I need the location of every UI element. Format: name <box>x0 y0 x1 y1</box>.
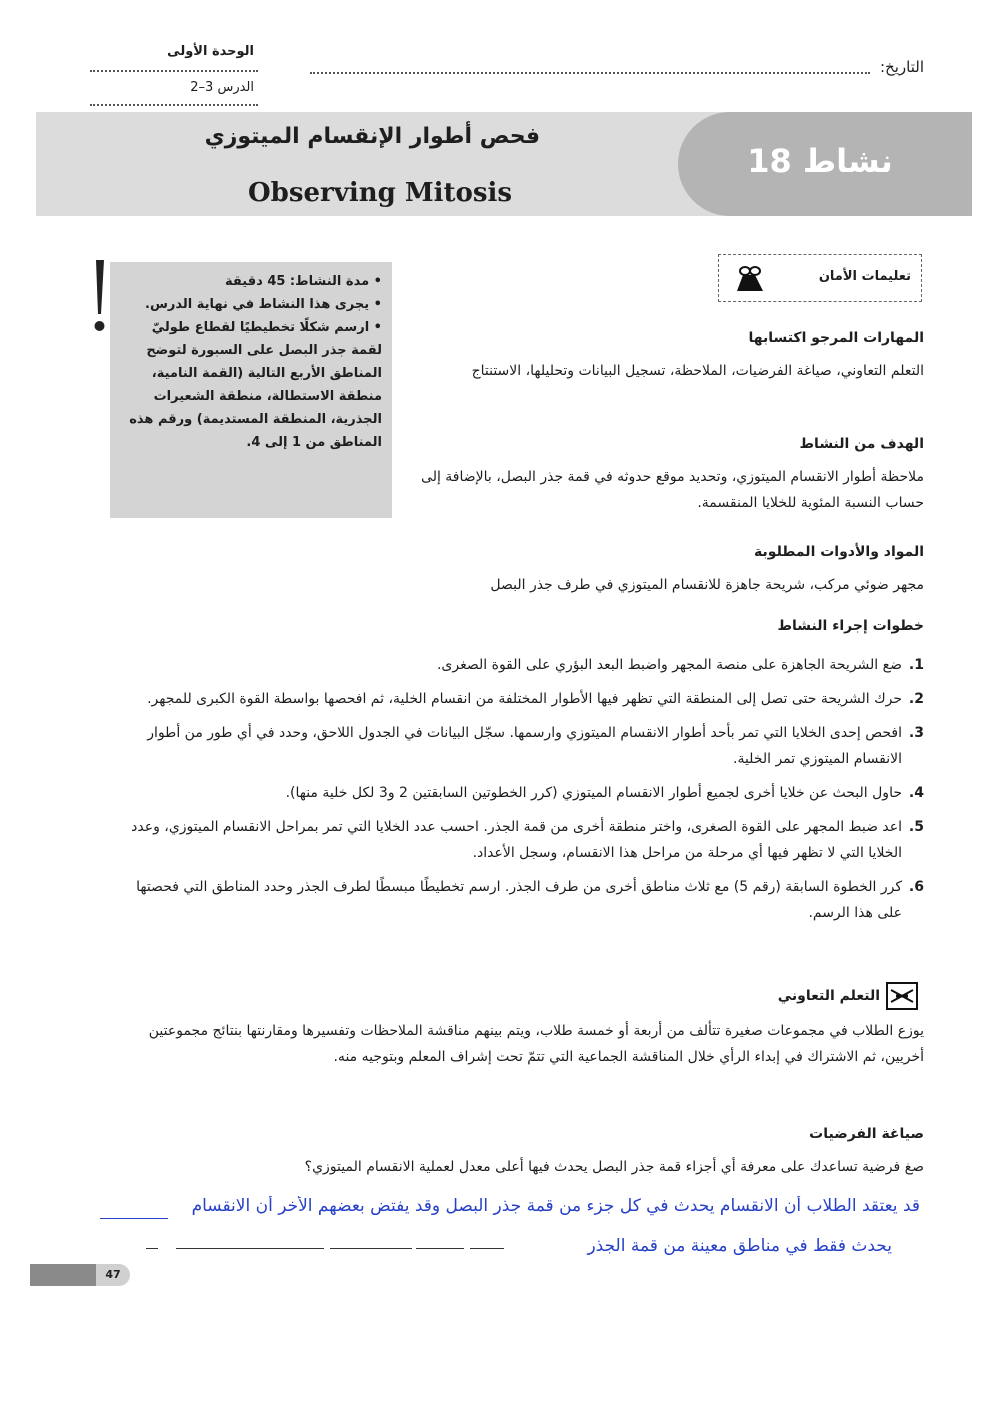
notes-item: • يجرى هذا النشاط في نهاية الدرس. <box>120 293 382 316</box>
handshake-icon <box>886 982 918 1010</box>
cooperative-heading: التعلم التعاوني <box>777 988 880 1004</box>
footer-bar <box>30 1264 96 1286</box>
step-text: كرر الخطوة السابقة (رقم 5) مع ثلاث مناطق أخرى من طرف الجذر. ارسم تخطيطًا مبسطًا لطرف الجذر وحدد المناطق التي فحصتها على هذا الرسم. <box>136 879 902 921</box>
procedure-steps <box>110 652 924 934</box>
unit-divider <box>90 70 258 72</box>
step-number: 2. <box>908 691 924 707</box>
materials-text: مجهر ضوئي مركب، شريحة جاهزة للانقسام الميتوزي في طرف جذر البصل <box>490 577 924 593</box>
hypothesis-answer-line2: يحدث فقط في مناطق معينة من قمة الجذر <box>587 1236 892 1256</box>
step-number: 6. <box>908 879 924 895</box>
answer-line-segment <box>416 1248 464 1249</box>
step-text: حرك الشريحة حتى تصل إلى المنطقة التي تظهر فيها الأطوار المختلفة من انقسام الخلية، ثم افحصها بواسطة القوة الكبرى للمجهر. <box>147 691 902 707</box>
page-title-english: Observing Mitosis <box>248 178 512 208</box>
procedure-step <box>110 686 924 712</box>
procedure-heading: خطوات إجراء النشاط <box>777 618 924 634</box>
procedure-step <box>110 720 924 772</box>
step-text: حاول البحث عن خلايا أخرى لجميع أطوار الانقسام الميتوزي (كرر الخطوتين السابقتين 2 و3 لكل خلية منها). <box>285 785 902 801</box>
step-text: افحص إحدى الخلايا التي تمر بأحد أطوار الانقسام الميتوزي وارسمها. سجّل البيانات في الجدول اللاحق، وحدد في أي طور من أطوار الانقسام الميتوزي تمر الخلية. <box>147 725 902 767</box>
step-number: 4. <box>908 785 924 801</box>
materials-heading: المواد والأدوات المطلوبة <box>754 544 924 560</box>
goal-text: ملاحظة أطوار الانقسام الميتوزي، وتحديد موقع حدوثه في قمة جذر البصل، بالإضافة إلى حساب النسبة المئوية للخلايا المنقسمة. <box>421 469 924 511</box>
procedure-step <box>110 874 924 926</box>
lesson-label: الدرس 3–2 <box>190 80 254 95</box>
answer-line-segment <box>330 1248 412 1249</box>
page-number: 47 <box>96 1264 130 1286</box>
answer-underline <box>100 1218 168 1219</box>
notes-item: • مدة النشاط: 45 دقيقة <box>120 270 382 293</box>
activity-number: نشاط 18 <box>747 142 893 180</box>
date-label: التاريخ: <box>880 58 924 76</box>
lesson-divider <box>90 104 258 106</box>
skills-text: التعلم التعاوني، صياغة الفرضيات، الملاحظة، تسجيل البيانات وتحليلها، الاستنتاج <box>471 363 924 379</box>
hypothesis-question: صغ فرضية تساعدك على معرفة أي أجزاء قمة جذر البصل يحدث فيها أعلى معدل لعملية الانقسام الميتوزي؟ <box>304 1159 924 1175</box>
hypothesis-answer-line1: قد يعتقد الطلاب أن الانقسام يحدث في كل جزء من قمة جذر البصل وقد يفتض بعضهم الأخر أن الانقسام <box>191 1196 920 1216</box>
cooperative-text: يوزع الطلاب في مجموعات صغيرة تتألف من أربعة أو خمسة طلاب، ويتم بينهم مناقشة الملاحظات وتفسيرها ومقارنتها بنتائج مجموعتين أخريين، ثم الاشتراك في إبداء الرأي خلال المناقشة الجماعية التي تتمّ تحت إشراف المعلم وبتوجيه منه. <box>148 1023 924 1065</box>
answer-line-segment <box>146 1248 158 1249</box>
exclamation-icon <box>88 258 110 338</box>
step-text: ضع الشريحة الجاهزة على منصة المجهر واضبط البعد البؤري على القوة الصغرى. <box>436 657 902 673</box>
safety-label: تعليمات الأمان <box>818 269 911 284</box>
hypothesis-heading: صياغة الفرضيات <box>809 1126 924 1142</box>
procedure-step <box>110 780 924 806</box>
answer-line-segment <box>470 1248 504 1249</box>
unit-label: الوحدة الأولى <box>167 44 254 59</box>
goggles-icon <box>733 261 767 295</box>
step-number: 3. <box>908 725 924 741</box>
date-line <box>310 72 870 74</box>
skills-heading: المهارات المرجو اكتسابها <box>748 330 924 346</box>
procedure-step <box>110 652 924 678</box>
teacher-notes-box <box>110 262 392 518</box>
notes-item: • ارسم شكلًا تخطيطيًا لقطاع طوليّ لقمة جذر البصل على السبورة لتوضح المناطق الأربع التالية (القمة النامية، منطقة الاستطالة، منطقة الشعيرات الجذرية، المنطقة المستديمة) ورقم هذه المناطق من 1 إلى 4. <box>120 316 382 454</box>
step-text: اعد ضبط المجهر على القوة الصغرى، واختر منطقة أخرى من قمة الجذر. احسب عدد الخلايا التي تمر بمراحل الانقسام الميتوزي، وعدد الخلايا التي لا تظهر فيها أي مرحلة من مراحل هذا الانقسام، وسجل الأعداد. <box>131 819 902 861</box>
safety-instructions-box <box>718 254 922 302</box>
step-number: 5. <box>908 819 924 835</box>
answer-line-segment <box>176 1248 324 1249</box>
procedure-step <box>110 814 924 866</box>
step-number: 1. <box>908 657 924 673</box>
goal-heading: الهدف من النشاط <box>799 436 924 452</box>
page-title-arabic: فحص أطوار الإنقسام الميتوزي <box>204 124 540 149</box>
